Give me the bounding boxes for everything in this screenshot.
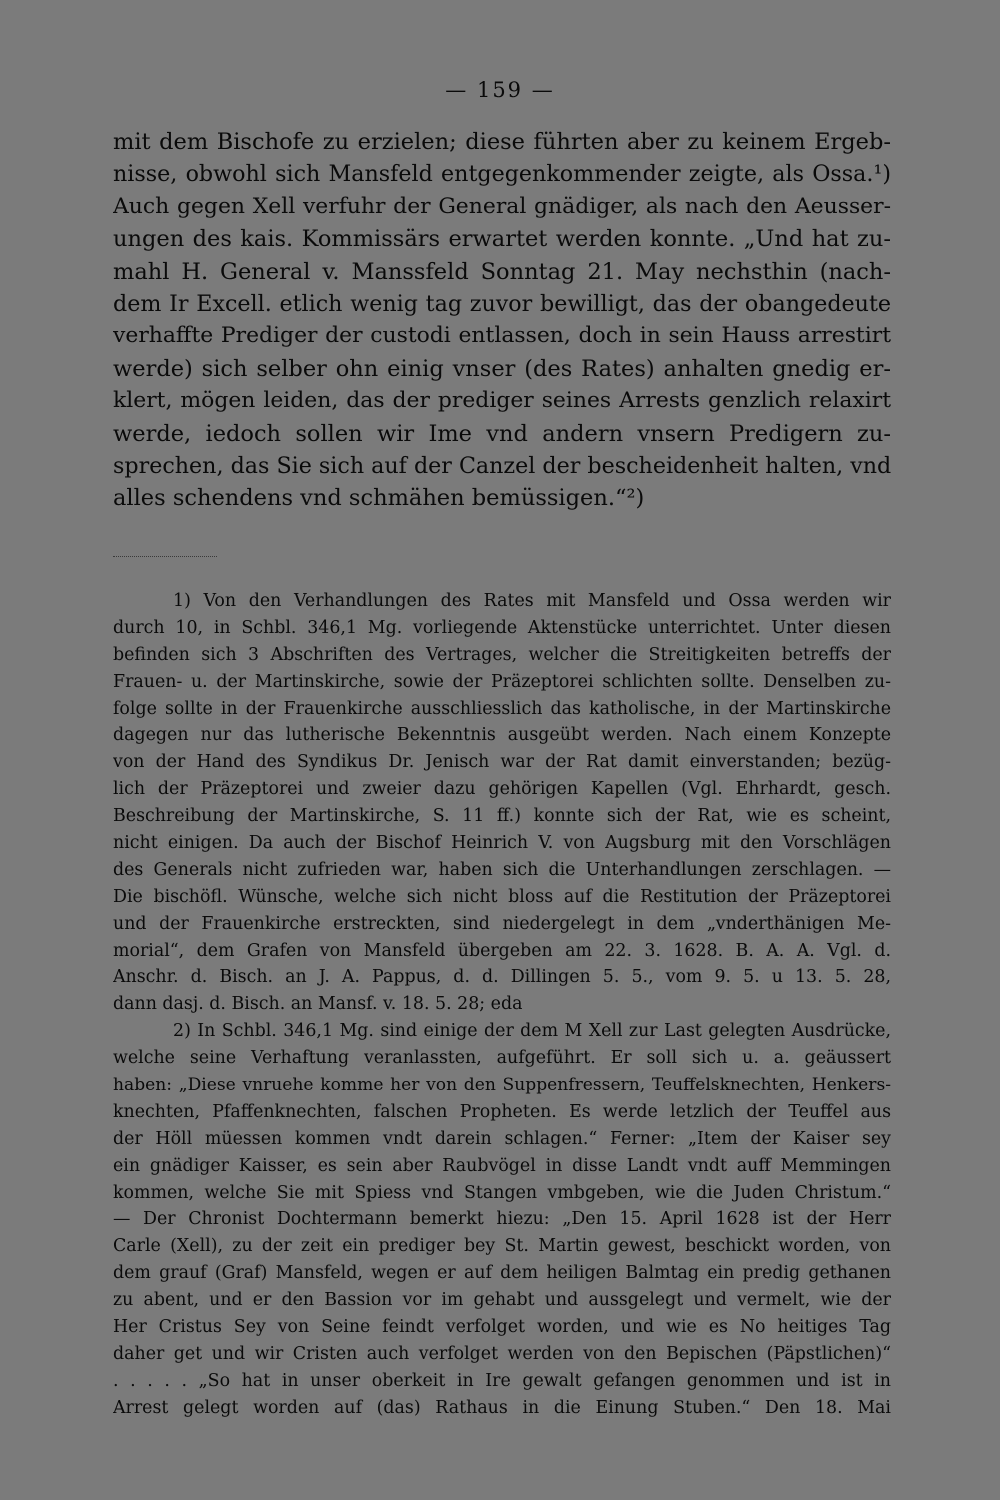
main-text-line: mit dem Bischofe zu erzielen; diese führten aber zu keinem Ergeb- [113, 129, 891, 155]
footnotes [113, 588, 891, 1422]
footnote-line: nicht einigen. Da auch der Bischof Heinrich V. von Augsburg mit den Vorschlägen [113, 833, 891, 854]
footnote-line: kommen, welche Sie mit Spiess vnd Stangen vmbgeben, wie die Juden Christum.“ [113, 1182, 891, 1203]
footnote-line: lich der Präzeptorei und zweier dazu gehörigen Kapellen (Vgl. Ehrhardt, gesch. [113, 779, 891, 800]
footnote-line: von der Hand des Syndikus Dr. Jenisch war der Rat damit einverstanden; bezüg- [113, 752, 891, 773]
main-text-line: verhaffte Prediger der custodi entlassen, doch in sein Hauss arrestirt [113, 323, 891, 349]
footnote-line: . . . . . „So hat in unser oberkeit in Ire gewalt gefangen genommen und ist in [113, 1370, 891, 1391]
footnote-line: 1) Von den Verhandlungen des Rates mit Mansfeld und Ossa werden wir [173, 591, 891, 611]
footnote-line: befinden sich 3 Abschriften des Vertrages, welcher die Streitigkeiten betreffs der [113, 644, 891, 665]
footnote-line: ein gnädiger Kaisser, es sein aber Raubvögel in disse Landt vndt auff Memmingen [113, 1155, 891, 1176]
footnote-line: knechten, Pfaffenknechten, falschen Propheten. Es werde letzlich der Teuffel aus [113, 1101, 891, 1122]
footnote-line: zu abent, und er den Bassion vor im gehabt und aussgelegt und vermelt, wie der [113, 1290, 891, 1311]
main-text [113, 126, 891, 515]
footnote-line: und der Frauenkirche erstreckten, sind niedergelegt in dem „vnderthänigen Me- [113, 913, 891, 934]
footnote-line: daher get und wir Cristen auch verfolget werden von den Bepischen (Päpstlichen)“ [113, 1343, 891, 1364]
footnote-line: Carle (Xell), zu der zeit ein prediger bey St. Martin gewest, beschickt worden, von [113, 1236, 891, 1257]
footnote-line: Arrest gelegt worden auf (das) Rathaus in die Einung Stuben.“ Den 18. Mai [113, 1397, 891, 1418]
main-text-line: alles schendens vnd schmähen bemüssigen.“²) [113, 485, 645, 512]
footnote-line: dann dasj. d. Bisch. an Mansf. v. 18. 5. 28; eda [113, 994, 523, 1015]
footnote-line: Frauen- u. der Martinskirche, sowie der Präzeptorei schlichten sollte. Denselben zu- [113, 671, 891, 692]
footnote-line: — Der Chronist Dochtermann bemerkt hiezu: „Den 15. April 1628 ist der Herr [113, 1209, 891, 1230]
footnote-line: des Generals nicht zufrieden war, haben sich die Unterhandlungen zerschlagen. — [113, 859, 891, 880]
footnote-separator [113, 556, 217, 557]
footnote-line: welche seine Verhaftung veranlassten, aufgeführt. Er soll sich u. a. geäussert [113, 1048, 891, 1069]
footnote-line: der Höll müessen kommen vndt darein schlagen.“ Ferner: „Item der Kaiser sey [113, 1128, 891, 1149]
main-text-line: sprechen, das Sie sich auf der Canzel der bescheidenheit halten, vnd [113, 452, 891, 479]
main-text-line: mahl H. General v. Manssfeld Sonntag 21. May nechsthin (nach- [113, 258, 891, 285]
footnote-line: 2) In Schbl. 346,1 Mg. sind einige der dem M Xell zur Last gelegten Ausdrücke, [173, 1021, 891, 1042]
footnote-line: haben: „Diese vnruehe komme her von den Suppenfressern, Teuffelsknechten, Henkers- [113, 1075, 891, 1096]
main-text-line: werde) sich selber ohn einig vnser (des Rates) anhalten gnedig er- [113, 355, 891, 382]
page-number: — 159 — [445, 78, 555, 102]
footnote-line: Her Cristus Sey von Seine feindt verfolget worden, und wie es No heitiges Tag [113, 1317, 891, 1338]
footnote-line: dagegen nur das lutherische Bekenntnis ausgeübt werden. Nach einem Konzepte [113, 725, 891, 746]
footnote-line: dem grauf (Graf) Mansfeld, wegen er auf dem heiligen Balmtag ein predig gethanen [113, 1263, 891, 1284]
main-text-line: klert, mögen leiden, das der prediger seines Arrests genzlich relaxirt [113, 388, 891, 414]
main-text-line: Auch gegen Xell verfuhr der General gnädiger, als nach den Aeusser- [113, 193, 891, 219]
main-text-line: werde, iedoch sollen wir Ime vnd andern vnsern Predigern zu- [113, 420, 891, 447]
footnote-line: Die bischöfl. Wünsche, welche sich nicht bloss auf die Restitution der Präzeptorei [113, 886, 891, 907]
footnote-line: morial“, dem Grafen von Mansfeld übergeben am 22. 3. 1628. B. A. A. Vgl. d. [113, 940, 891, 961]
footnote-line: folge sollte in der Frauenkirche ausschliesslich das katholische, in der Martinskirche [113, 698, 891, 719]
footnote-line: durch 10, in Schbl. 346,1 Mg. vorliegende Aktenstücke unterrichtet. Unter diesen [113, 617, 891, 638]
main-text-line: dem Ir Excell. etlich wenig tag zuvor bewilligt, das der obangedeute [113, 290, 891, 317]
main-text-line: ungen des kais. Kommissärs erwartet werden konnte. „Und hat zu- [113, 226, 891, 253]
footnote-line: Anschr. d. Bisch. an J. A. Pappus, d. d. Dillingen 5. 5., vom 9. 5. u 13. 5. 28, [113, 967, 891, 988]
main-text-line: nisse, obwohl sich Mansfeld entgegenkommender zeigte, als Ossa.¹) [113, 161, 891, 188]
footnote-line: Beschreibung der Martinskirche, S. 11 ff.) konnte sich der Rat, wie es scheint, [113, 806, 891, 827]
